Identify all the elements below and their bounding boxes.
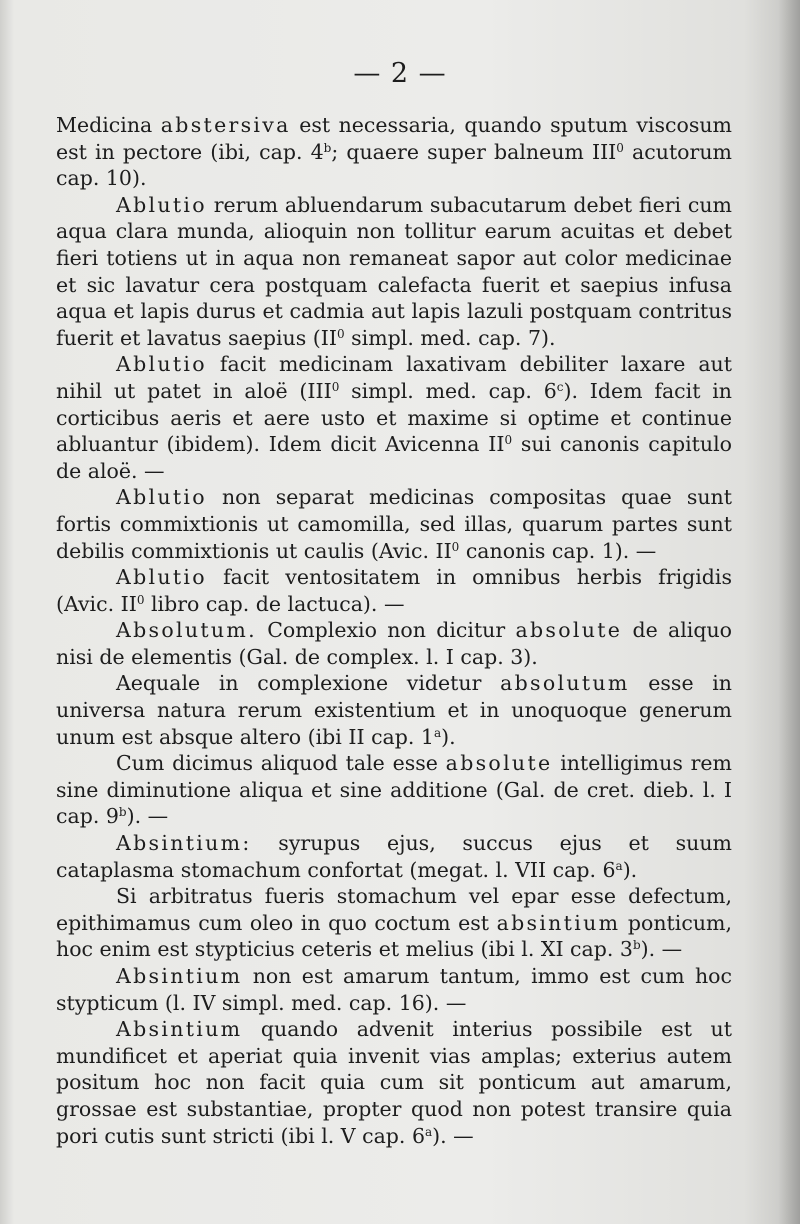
text-run: ponticum, hoc enim est stypticius ceteris et melius (ibi l. XI cap. 3 xyxy=(56,910,732,962)
paragraph xyxy=(56,670,732,750)
text-run: facit ventositatem in omnibus herbis frigidis (Avic. II xyxy=(56,565,732,616)
paragraph xyxy=(56,484,732,564)
spaced-term: absolutum xyxy=(500,671,630,696)
superscript: 0 xyxy=(336,326,345,341)
text-run: rerum abluendarum subacutarum debet fieri cum aqua clara munda, alioquin non tollitur earum acuitas et debet fieri totiens ut in aqua non remaneat sapor aut color medicinae et sic lavatur cera postquam calefacta fuerit et saepius infusa aqua et lapis durus et cadmia aut lapis lazuli postquam contritus fuerit et lavatus saepius (II xyxy=(56,192,732,350)
superscript: b xyxy=(118,805,127,820)
spaced-term: Absolutum. xyxy=(116,618,257,643)
text-run: ). Idem facit in corticibus aeris et aere usto et maxime si optime et continue abluantur (ibidem). Idem dicit Avicenna II xyxy=(56,378,732,457)
paragraph xyxy=(56,192,732,352)
superscript: b xyxy=(323,140,332,155)
spaced-term: absolute xyxy=(445,751,553,776)
text-run: facit medicinam laxativam debiliter laxare aut nihil ut patet in aloë (III xyxy=(56,352,732,403)
text-run: ). — xyxy=(640,937,683,962)
superscript: 0 xyxy=(504,433,513,448)
superscript: 0 xyxy=(616,140,624,155)
paragraph xyxy=(56,963,732,1016)
spaced-term: Ablutio xyxy=(116,192,207,217)
text-run: syrupus ejus, succus ejus et suum cataplasma stomachum confortat (megat. l. VII cap. 6 xyxy=(56,831,732,882)
text-run: non est amarum tantum, immo est cum hoc stypticum (l. IV simpl. med. cap. 16). — xyxy=(56,964,732,1015)
superscript: a xyxy=(433,725,442,740)
text-run: de aliquo nisi de elementis (Gal. de complex. l. I cap. 3). xyxy=(56,618,732,669)
paragraph xyxy=(56,883,732,963)
spaced-term: abstersiva xyxy=(160,113,291,137)
text-run: simpl. med. cap. 7). xyxy=(344,325,556,350)
text-run: ). xyxy=(441,724,456,749)
superscript: a xyxy=(615,858,623,873)
superscript: 0 xyxy=(136,592,145,607)
text-run: canonis cap. 1). — xyxy=(459,538,657,563)
paragraph xyxy=(56,351,732,484)
spaced-term: absolute xyxy=(515,618,623,643)
text-run: libro cap. de lactuca). — xyxy=(144,591,405,616)
paragraph xyxy=(56,564,732,617)
text-run: ). xyxy=(622,857,638,882)
text-run: acutorum cap. 10). xyxy=(56,139,732,191)
spaced-term: Absintium xyxy=(116,1017,243,1042)
text-run: quando advenit interius possibile est ut mundificet et aperiat quia invenit vias amplas; exterius autem positum hoc non facit quia cum sit ponticum aut amarum, grossae est substantiae, propter quod non potest transire quia pori cutis sunt stricti (ibi l. V cap. 6 xyxy=(56,1017,732,1148)
text-run: Complexio non dicitur xyxy=(256,618,516,643)
text-run: non separat medicinas compositas quae sunt fortis commixtionis ut camomilla, sed illas, quarum partes sunt debilis commixtionis ut caulis (Avic. II xyxy=(56,485,732,563)
text-run: intelligimus rem sine diminutione aliqua et sine additione (Gal. de cret. dieb. l. I cap. 9 xyxy=(56,751,732,829)
text-run: esse in universa natura rerum existentium et in unoquoque generum unum est absque altero (ibi II cap. 1 xyxy=(56,671,732,749)
spaced-term: Ablutio xyxy=(116,565,207,590)
text-run: Cum dicimus aliquod tale esse xyxy=(116,751,446,776)
text-run: ; quaere super balneum III xyxy=(331,139,617,164)
spaced-term: Ablutio xyxy=(116,485,207,510)
spaced-term: Ablutio xyxy=(116,352,207,377)
paragraph xyxy=(56,112,732,192)
text-run: sui canonis capitulo de aloë. — xyxy=(56,432,733,483)
paragraph xyxy=(56,830,732,883)
body-text xyxy=(56,112,732,1149)
paragraph xyxy=(56,750,732,830)
text-run: ). — xyxy=(432,1123,474,1148)
paragraph xyxy=(56,1016,732,1149)
superscript: b xyxy=(632,938,641,953)
text-run: Si arbitratus fueris stomachum vel epar esse defectum, epithimamus cum oleo in quo coctum est xyxy=(56,884,732,935)
spaced-term: absintium xyxy=(496,910,621,935)
superscript: a xyxy=(425,1124,433,1139)
text-run: Aequale in complexione videtur xyxy=(116,671,501,696)
superscript: 0 xyxy=(451,539,460,554)
superscript: c xyxy=(556,379,564,394)
paragraph xyxy=(56,617,732,670)
page-edge-shadow xyxy=(778,0,800,1224)
page-number: — 2 — xyxy=(353,58,447,89)
text-run: est necessaria, quando sputum viscosum est in pectore (ibi, cap. 4 xyxy=(56,113,732,164)
superscript: 0 xyxy=(331,379,340,394)
spaced-term: Absintium xyxy=(116,964,243,988)
text-run: simpl. med. cap. 6 xyxy=(339,378,557,403)
text-run: ). — xyxy=(126,804,169,829)
spaced-term: Absintium: xyxy=(116,831,252,856)
text-run: Medicina xyxy=(56,113,161,137)
